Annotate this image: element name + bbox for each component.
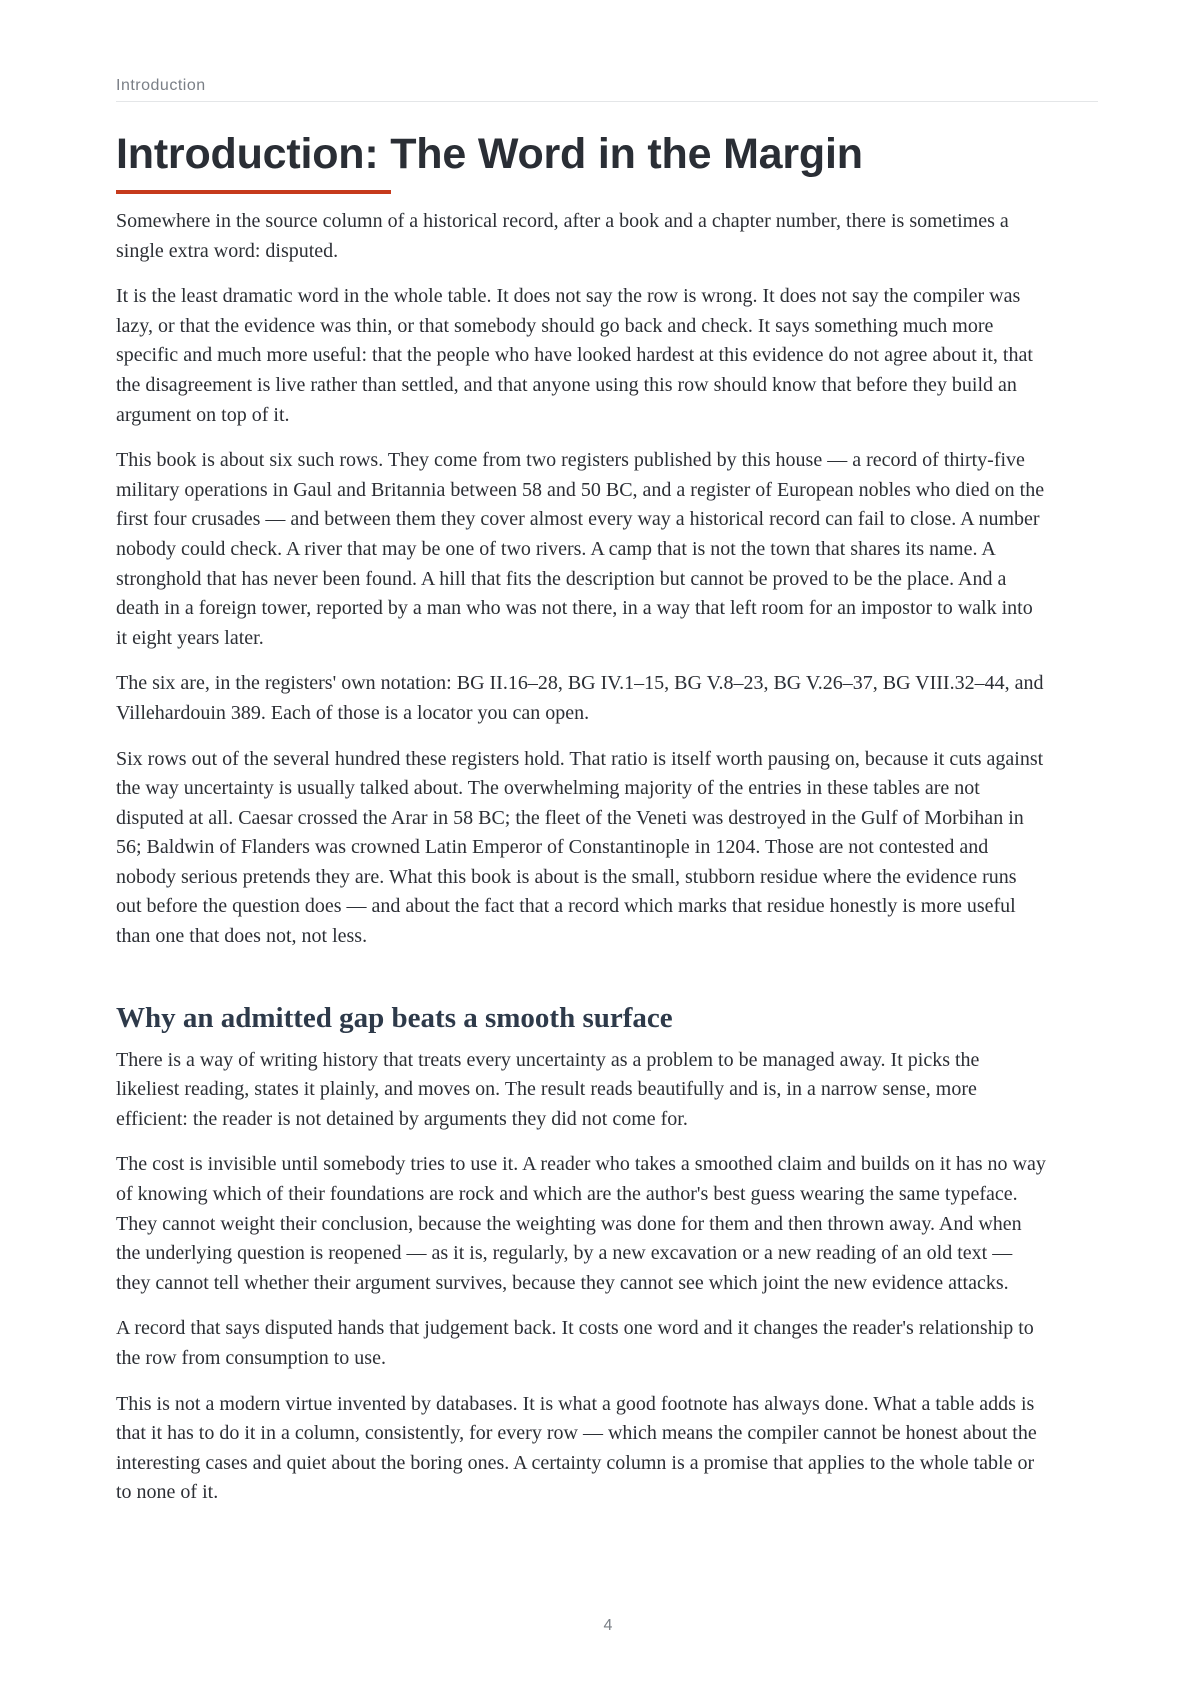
paragraph: This is not a modern virtue invented by databases. It is what a good footnote has always done. What a table adds is that it has to do it in a column, consistently, for every row — which means the compiler cannot be honest about the interesting cases and quiet about the boring ones. A certainty column is a promise that applies to the whole table or to none of it. [116, 1392, 1037, 1504]
paragraph: There is a way of writing history that treats every uncertainty as a problem to be managed away. It picks the likeliest reading, states it plainly, and moves on. The result reads beautifully and is, in a narrow sense, more efficient: the reader is not detained by arguments they did not come for. [116, 1048, 980, 1130]
paragraph: Six rows out of the several hundred these registers hold. That ratio is itself worth pausing on, because it cuts against the way uncertainty is usually talked about. The overwhelming majority of the entries in these tables are not disputed at all. Caesar crossed the Arar in 58 BC; the fleet of the Veneti was destroyed in the Gulf of Morbihan in 56; Baldwin of Flanders was crowned Latin Emperor of Constantinople in 1204. Those are not contested and nobody serious pretends they are. What this book is about is the small, stubborn residue where the evidence runs out before the question does — and about the fact that a record which marks that residue honestly is more useful than one that does not, not less. [116, 747, 1044, 948]
running-header: Introduction [116, 78, 1098, 102]
chapter-title: Introduction: The Word in the Margin [116, 130, 863, 178]
paragraph: A record that says disputed hands that judgement back. It costs one word and it changes the reader's relationship to the row from consumption to use. [116, 1317, 1034, 1369]
page-number: 4 [603, 1617, 613, 1634]
paragraph: This book is about six such rows. They come from two registers published by this house — a record of thirty-five military operations in Gaul and Britannia between 58 and 50 BC, and a register of European nobles who died on the first four crusades — and between them they cover almost every way a historical record can fail to close. A number nobody could check. A river that may be one of two rivers. A camp that is not the town that shares its name. A stronghold that has never been found. A hill that fits the description but cannot be proved to be the place. And a death in a foreign tower, reported by a man who was not there, in a way that left room for an impostor to walk into it eight years later. [116, 449, 1045, 649]
title-block [116, 128, 1098, 194]
paragraph: The cost is invisible until somebody tries to use it. A reader who takes a smoothed claim and builds on it has no way of knowing which of their foundations are rock and which are the author's best guess wearing the same typeface. They cannot weight their conclusion, because the weighting was done for them and then thrown away. And when the underlying question is reopened — as it is, regularly, by a new excavation or a new reading of an old text — they cannot tell whether their argument survives, because they cannot see which joint the new evidence attacks. [116, 1153, 1046, 1294]
body-text [116, 207, 1046, 1524]
section-heading: Why an admitted gap beats a smooth surface [116, 1001, 673, 1034]
title-underline-rule [116, 190, 391, 194]
paragraph: Somewhere in the source column of a historical record, after a book and a chapter number, there is sometimes a single extra word: disputed. [116, 210, 1009, 262]
paragraph: It is the least dramatic word in the whole table. It does not say the row is wrong. It does not say the compiler was lazy, or that the evidence was thin, or that somebody should go back and check. It says something much more specific and much more useful: that the people who have looked hardest at this evidence do not agree about it, that the disagreement is live rather than settled, and that anyone using this row should know that before they build an argument on top of it. [116, 285, 1033, 426]
paragraph: The six are, in the registers' own notation: BG II.16–28, BG IV.1–15, BG V.8–23, BG V.26–37, BG VIII.32–44, and Villehardouin 389. Each of those is a locator you can open. [116, 672, 1044, 724]
